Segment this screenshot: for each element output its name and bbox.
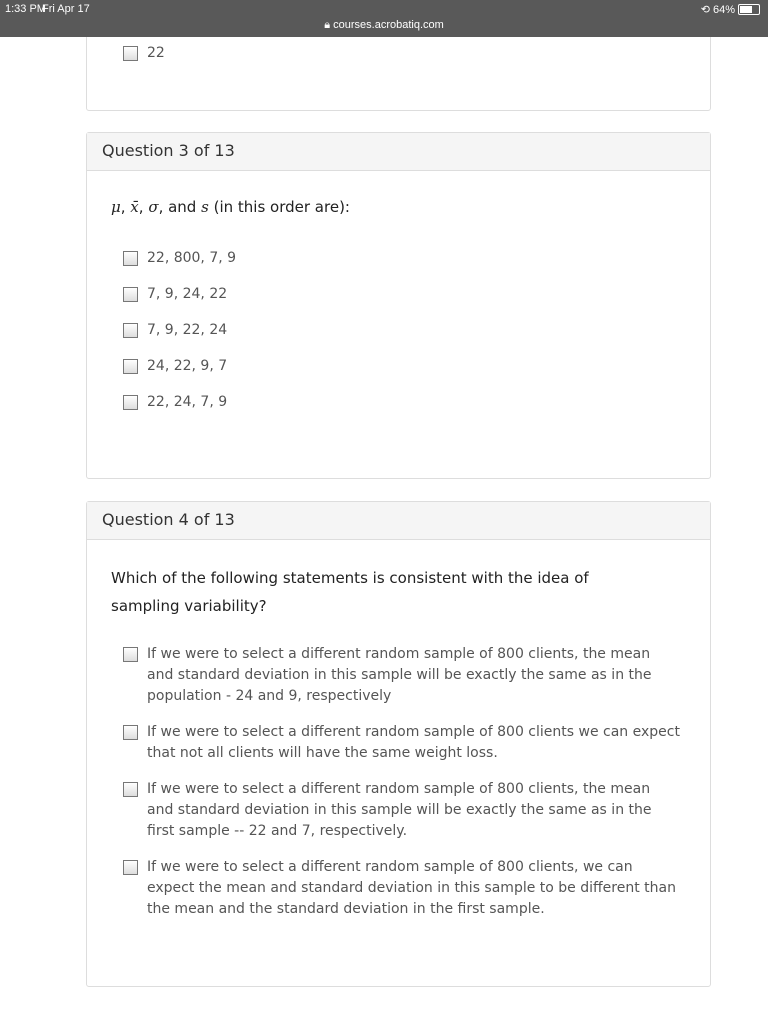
option-label: If we were to select a different random sample of 800 clients, the mean and standard deviation in this sample will be exactly the same as in the population - 24 and 9, respectively [147,646,652,704]
option[interactable] [123,392,674,413]
rotation-lock-icon: ⟲ [700,4,710,16]
checkbox[interactable] [123,359,138,374]
status-date: Fri Apr 17 [42,3,90,15]
checkbox[interactable] [123,395,138,410]
question-prompt: μ, x̄, σ, and s (in this order are): [111,198,350,216]
option-label: If we were to select a different random sample of 800 clients, we can expect the mean and standard deviation in this sample to be different than the mean and the standard deviation in the first sample. [147,859,676,917]
option[interactable] [123,284,674,305]
option[interactable] [123,320,674,341]
question-4-card [86,501,711,987]
checkbox[interactable] [123,725,138,740]
option-label: 22 [147,45,165,61]
checkbox[interactable] [123,46,138,61]
option-label: 7, 9, 22, 24 [147,322,228,338]
checkbox[interactable] [123,782,138,797]
question-prompt: Which of the following statements is consistent with the idea of sampling variability? [111,569,589,615]
checkbox[interactable] [123,287,138,302]
battery-percent: 64% [712,3,735,16]
status-time: 1:33 PM [5,3,46,15]
option-label: 24, 22, 9, 7 [147,358,228,374]
option-label: 22, 800, 7, 9 [147,250,237,266]
option[interactable] [123,857,680,920]
checkbox[interactable] [123,860,138,875]
url-text: courses.acrobatiq.com [333,19,444,31]
option-label: 7, 9, 24, 22 [147,286,228,302]
question-3-card [86,132,711,479]
battery-indicator [701,3,760,16]
lock-icon: 🔒︎ [324,19,331,31]
option[interactable] [123,248,674,269]
battery-icon [738,4,760,15]
option-label: 22, 24, 7, 9 [147,394,228,410]
checkbox[interactable] [123,647,138,662]
checkbox[interactable] [123,323,138,338]
options-list [87,620,710,920]
option-label: If we were to select a different random sample of 800 clients, the mean and standard deviation in this sample will be exactly the same as in the first sample -- 22 and 7, respectively. [147,781,652,839]
status-bar [0,0,768,37]
option[interactable] [123,779,680,842]
address-bar[interactable] [0,19,768,32]
option[interactable] [123,43,165,64]
options-list [87,221,710,413]
question-header: Question 4 of 13 [87,502,710,540]
checkbox[interactable] [123,251,138,266]
option[interactable] [123,356,674,377]
question-header: Question 3 of 13 [87,133,710,171]
option-label: If we were to select a different random sample of 800 clients we can expect that not all clients will have the same weight loss. [147,724,680,761]
option[interactable] [123,722,680,764]
option[interactable] [123,644,680,707]
